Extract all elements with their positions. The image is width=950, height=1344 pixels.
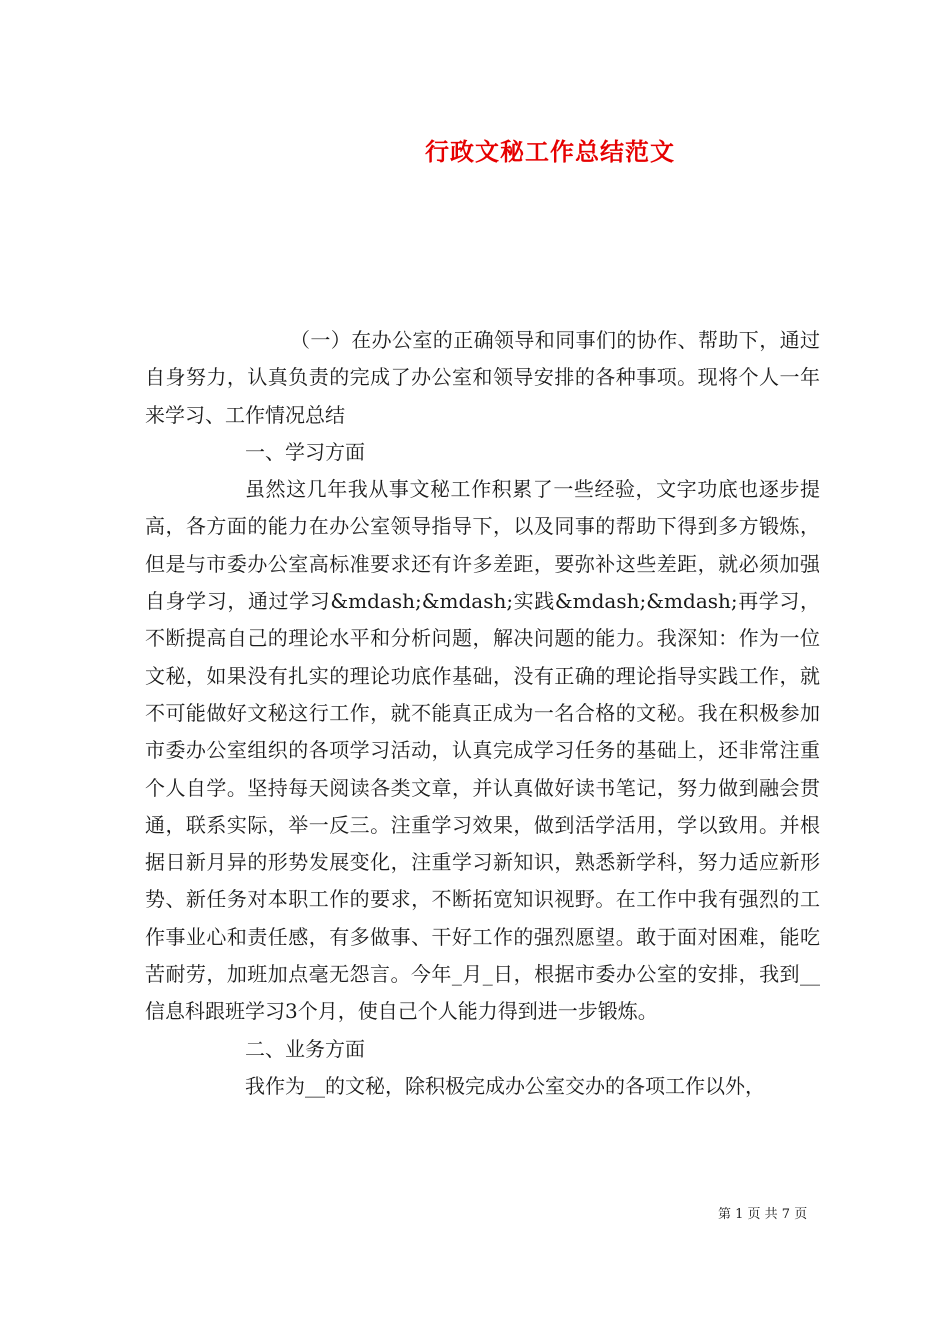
study-paragraph: 虽然这几年我从事文秘工作积累了一些经验，文字功底也逐步提高，各方面的能力在办公室领导指导下，以及同事的帮助下得到多方锻炼，但是与市委办公室高标准要求还有许多差距，要弥补这些差距，就必须加强自身学习，通过学习&mdash;&mdash;实践&mdash;&mdash;再学习，不断提高自己的理论水平和分析问题，解决问题的能力。我深知：作为一位文秘，如果没有扎实的理论功底作基础，没有正确的理论指导实践工作，就不可能做好文秘这行工作，就不能真正成为一名合格的文秘。我在积极参加市委办公室组织的各项学习活动，认真完成学习任务的基础上，还非常注重个人自学。坚持每天阅读各类文章，并认真做好读书笔记，努力做到融会贯通，联系实际，举一反三。注重学习效果，做到活学活用，学以致用。并根据日新月异的形势发展变化，注重学习新知识，熟悉新学科，努力适应新形势、新任务对本职工作的要求，不断拓宽知识视野。在工作中我有强烈的工作事业心和责任感，有多做事、干好工作的强烈愿望。敢于面对困难，能吃苦耐劳，加班加点毫无怨言。今年_月_日，根据市委办公室的安排，我到__信息科跟班学习3个月，使自己个人能力得到进一步锻炼。 <box>145 477 820 1024</box>
document-title: 行政文秘工作总结范文 <box>425 137 675 166</box>
intro-paragraph: （一）在办公室的正确领导和同事们的协作、帮助下，通过自身努力，认真负责的完成了办公室和领导安排的各种事项。现将个人一年来学习、工作情况总结 <box>145 328 820 427</box>
document-body <box>145 322 820 1105</box>
page-indicator: 第 1 页 共 7 页 <box>718 1207 808 1222</box>
business-paragraph: 我作为__的文秘，除积极完成办公室交办的各项工作以外， <box>245 1073 765 1098</box>
section-heading-business: 二、业务方面 <box>245 1036 365 1061</box>
section-heading-study: 一、学习方面 <box>245 439 365 464</box>
